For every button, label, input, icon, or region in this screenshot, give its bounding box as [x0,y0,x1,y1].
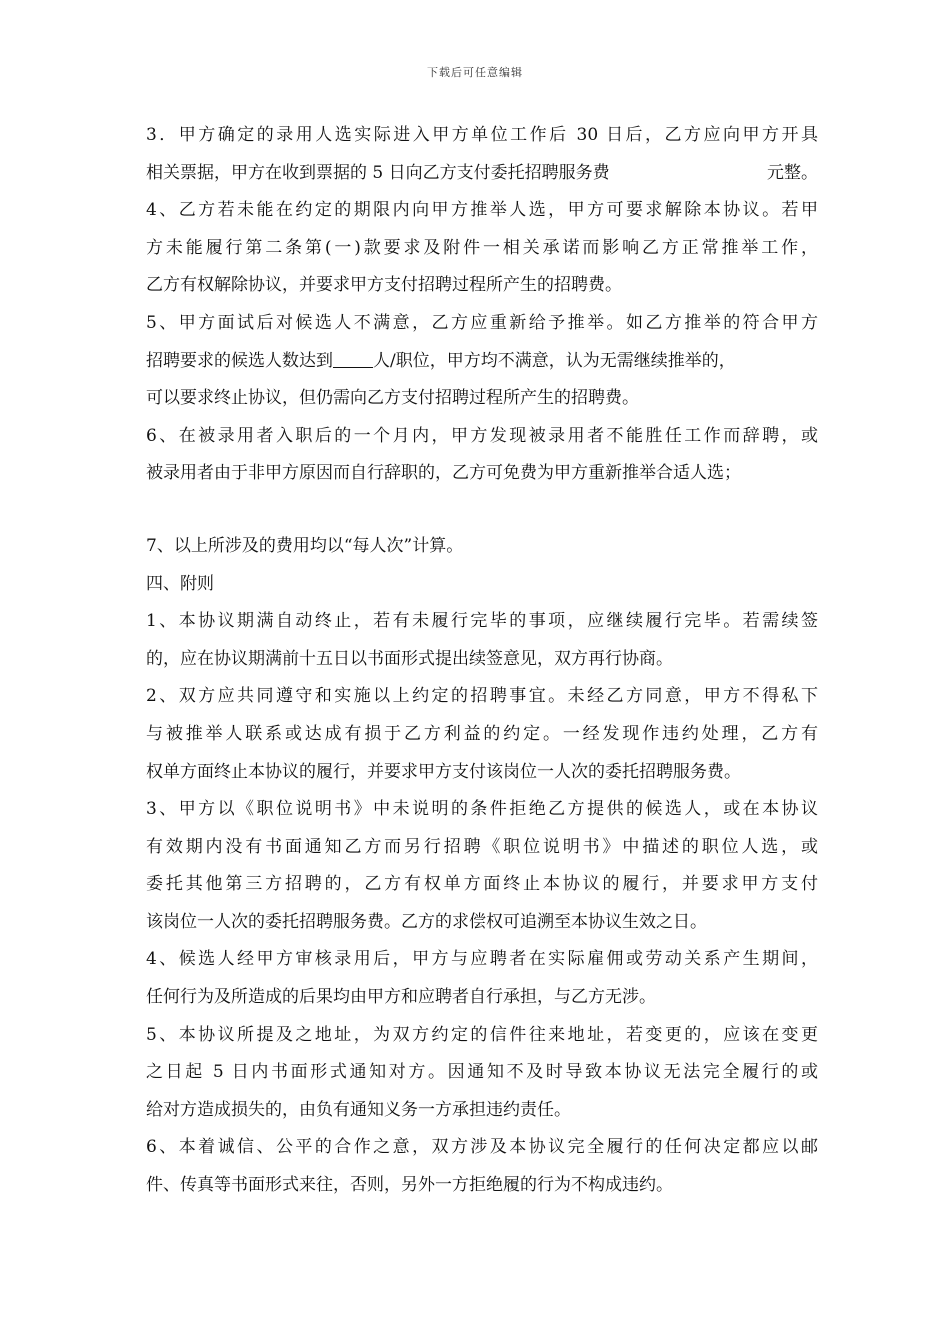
text-line: 乙方有权解除协议，并要求甲方支付招聘过程所产生的招聘费。 [146,275,622,296]
text-line: 1、本协议期满自动终止，若有未履行完毕的事项，应继续履行完毕。若需续签 [146,611,818,632]
text-line: 7、以上所涉及的费用均以“每人次”计算。 [146,535,464,556]
text-line: 该岗位一人次的委托招聘服务费。乙方的求偿权可追溯至本协议生效之日。 [146,911,707,932]
appendix-1 [146,603,818,678]
appendix-4 [146,941,818,1016]
text-line: 5、本协议所提及之地址，为双方约定的信件往来地址，若变更的，应该在变更 [146,1024,818,1045]
text-line: 委托其他第三方招聘的，乙方有权单方面终止本协议的履行，并要求甲方支付 [146,874,818,895]
text-line: 6、本着诚信、公平的合作之意，双方涉及本协议完全履行的任何决定都应以邮 [146,1137,818,1158]
text-fragment: 招聘要求的候选人数达到 [146,350,333,371]
text-fragment: 元整。 [767,162,818,183]
appendix-2 [146,678,818,791]
text-line: 权单方面终止本协议的履行，并要求甲方支付该岗位一人次的委托招聘服务费。 [146,761,741,782]
text-fragment: 人/职位，甲方均不满意，认为无需继续推举的， [373,350,736,371]
appendix-6 [146,1129,818,1204]
text-line [146,343,818,381]
clause-3-payment [146,117,818,192]
text-line [146,155,818,193]
text-line: 的，应在协议期满前十五日以书面形式提出续签意见，双方再行协商。 [146,648,673,669]
clause-4-termination [146,192,818,305]
text-line: 5、甲方面试后对候选人不满意，乙方应重新给予推举。如乙方推举的符合甲方 [146,312,818,333]
document-body [146,117,818,1205]
text-line: 之日起 5 日内书面形式通知对方。因通知不及时导致本协议无法完全履行的或 [146,1062,818,1083]
text-line: 可以要求终止协议，但仍需向乙方支付招聘过程所产生的招聘费。 [146,388,639,409]
appendix-5 [146,1017,818,1130]
text-line: 有效期内没有书面通知乙方而另行招聘《职位说明书》中描述的职位人选，或 [146,836,818,857]
clause-6-probation [146,418,818,493]
clause-7-fees [146,528,818,566]
section-title: 四、附则 [146,573,214,594]
text-line: 3、甲方以《职位说明书》中未说明的条件拒绝乙方提供的候选人，或在本协议 [146,799,818,820]
text-line: 2、双方应共同遵守和实施以上约定的招聘事宜。未经乙方同意，甲方不得私下 [146,686,818,707]
text-line: 4、候选人经甲方审核录用后，甲方与应聘者在实际雇佣或劳动关系产生期间， [146,949,818,970]
page-header: 下载后可任意编辑 [427,66,523,79]
clause-5-interview [146,305,818,418]
text-line: 6、在被录用者入职后的一个月内，甲方发现被录用者不能胜任工作而辞聘，或 [146,425,818,446]
text-fragment: 相关票据，甲方在收到票据的 5 日向乙方支付委托招聘服务费 [146,162,610,183]
text-line: 被录用者由于非甲方原因而自行辞职的，乙方可免费为甲方重新推举合适人选； [146,463,741,484]
section-heading-appendix [146,566,818,604]
text-line: 任何行为及所造成的后果均由甲方和应聘者自行承担，与乙方无涉。 [146,987,656,1008]
text-line: 与被推举人联系或达成有损于乙方利益的约定。一经发现作违约处理，乙方有 [146,723,818,744]
count-blank [333,351,373,368]
text-line: 件、传真等书面形式来往，否则，另外一方拒绝履的行为不构成违约。 [146,1175,673,1196]
appendix-3 [146,791,818,941]
text-line: 给对方造成损失的，由负有通知义务一方承担违约责任。 [146,1099,571,1120]
text-line: 3．甲方确定的录用人选实际进入甲方单位工作后 30 日后，乙方应向甲方开具 [146,125,818,145]
text-line: 4、乙方若未能在约定的期限内向甲方推举人选，甲方可要求解除本协议。若甲 [146,200,818,221]
text-line: 方未能履行第二条第(一)款要求及附件一相关承诺而影响乙方正常推举工作， [146,237,818,258]
blank-line [146,493,818,528]
